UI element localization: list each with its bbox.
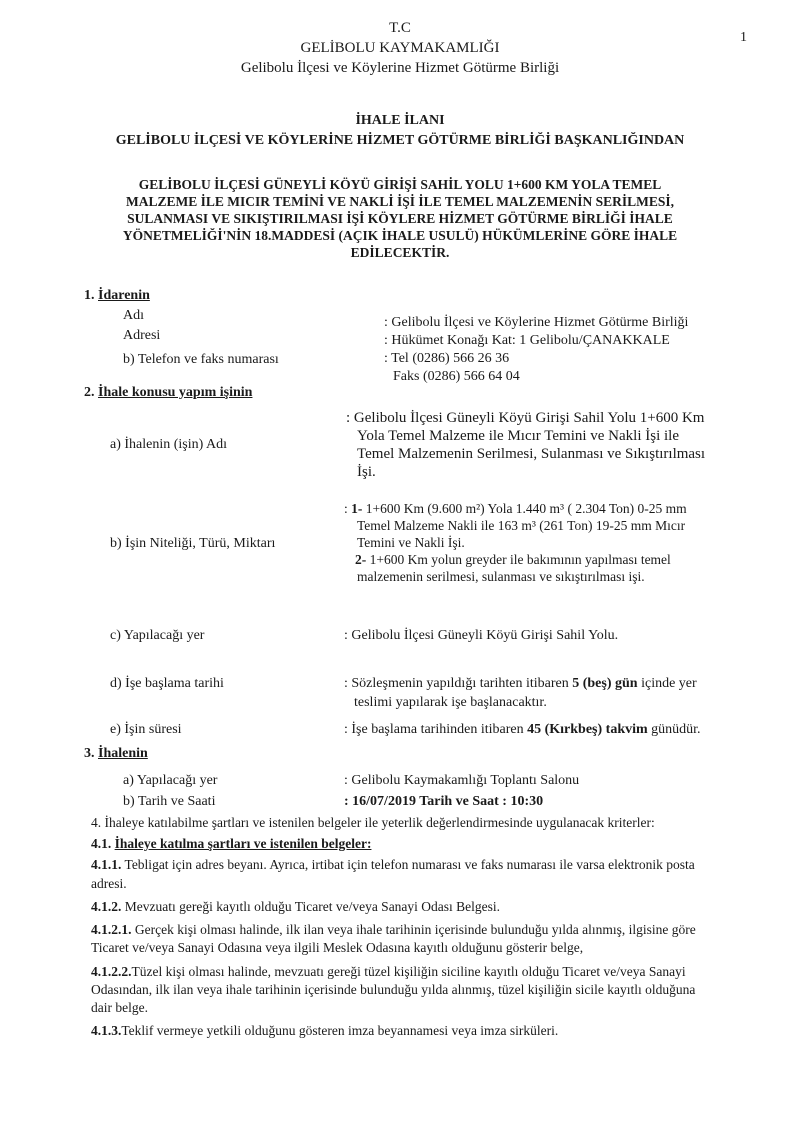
nitelik-item1-line: 1+600 Km (9.600 m²) Yola 1.440 m³ ( 2.304 Ton) 0-25 mm	[365, 501, 687, 516]
tarih-saat-value: : 16/07/2019 Tarih ve Saat : 10:30	[344, 794, 544, 809]
nitelik-item2-num: 2-	[355, 552, 367, 567]
section3-num: 3.	[84, 746, 95, 761]
yer-label: c) Yapılacağı yer	[110, 628, 205, 643]
p4122-line3: dair belge.	[91, 1000, 148, 1015]
office-title: GELİBOLU İLÇESİ VE KÖYLERİNE HİZMET GÖTÜRME BİRLİĞİ BAŞKANLIĞINDAN	[115, 133, 685, 148]
nitelik-label: b) İşin Niteliği, Türü, Miktarı	[110, 536, 276, 551]
nitelik-item2-line: 1+600 Km yolun greyder ile bakımının yapılması temel	[369, 552, 671, 567]
tarih-saat-label: b) Tarih ve Saati	[123, 794, 216, 809]
faks-value: Faks (0286) 566 64 04	[393, 369, 520, 384]
intro-line: MALZEME İLE MICIR TEMİNİ VE NAKLİ İŞİ İLE TEMEL MALZEMENİN SERİLMESİ,	[126, 194, 674, 209]
section2-heading	[84, 385, 252, 401]
baslama-value-line2: teslimi yapılarak işe başlanacaktır.	[354, 695, 547, 710]
toplanti-yer-label: a) Yapılacağı yer	[123, 773, 218, 788]
intro-line: GELİBOLU İLÇESİ GÜNEYLİ KÖYÜ GİRİŞİ SAHİL YOLU 1+600 KM YOLA TEMEL	[138, 177, 662, 192]
intro-line: SULANMASI VE SIKIŞTIRILMASI İŞİ KÖYLERE HİZMET GÖTÜRME BİRLİĞİ İHALE	[127, 211, 673, 226]
section3-heading	[84, 746, 148, 762]
baslama-label: d) İşe başlama tarihi	[110, 676, 224, 691]
p4122-line2: Odasından, ilk ilan veya ihale tarihinin içerisinde bulunduğu yılda alınmış, tüzel kişiliğin sicile kayıtlı olduğuna	[91, 982, 696, 997]
header-birlik: Gelibolu İlçesi ve Köylerine Hizmet Götürme Birliği	[240, 60, 560, 76]
baslama-value: : Sözleşmenin yapıldığı tarihten itibaren 5 (beş) gün içinde yer	[344, 676, 697, 691]
nitelik-item2-line: malzemenin serilmesi, sulanması ve sıkıştırılması işi.	[357, 569, 645, 584]
tel-value: : Tel (0286) 566 26 36	[384, 351, 510, 366]
adi-label: Adı	[123, 308, 144, 323]
section2-num: 2.	[84, 385, 95, 400]
sure-value: : İşe başlama tarihinden itibaren 45 (Kırkbeş) takvim günüdür.	[344, 722, 701, 737]
ihale-adi-line: Yola Temel Malzeme ile Mıcır Temini ve Nakli İşi ile	[357, 428, 680, 444]
intro-line: EDİLECEKTİR.	[350, 245, 450, 260]
sure-label: e) İşin süresi	[110, 722, 182, 737]
p4121-line2: Ticaret ve/veya Sanayi Odasına veya ilgili Meslek Odasına kayıtlı olduğunu gösterir belge,	[91, 940, 584, 955]
nitelik-item1-line: Temini ve Nakli İşi.	[357, 535, 465, 550]
p4121: 4.1.2.1. Gerçek kişi olması halinde, ilk ilan veya ihale tarihinin içerisinde bulunduğu yılda alınmış, ilgisine göre	[91, 922, 696, 937]
p413: 4.1.3.Teklif vermeye yetkili olduğunu gösteren imza beyannamesi veya imza sirküleri.	[91, 1023, 559, 1038]
notice-title: İHALE İLANI	[355, 113, 445, 128]
p412: 4.1.2. Mevzuatı gereği kayıtlı olduğu Ticaret ve/veya Sanayi Odası Belgesi.	[91, 899, 501, 914]
nitelik-item1-num: 1-	[351, 501, 363, 516]
nitelik-item2	[355, 552, 671, 568]
ihale-adi-label: a) İhalenin (işin) Adı	[110, 437, 228, 452]
section1-title: İdarenin	[98, 288, 150, 303]
ihale-adi-line: Temel Malzemenin Serilmesi, Sulanması ve Sıkıştırılması	[357, 446, 706, 462]
telefon-label: b) Telefon ve faks numarası	[123, 352, 279, 367]
toplanti-yer-value: : Gelibolu Kaymakamlığı Toplantı Salonu	[344, 773, 580, 788]
section4-heading: 4. İhaleye katılabilme şartları ve istenilen belgeler ile yeterlik değerlendirmesinde uygulanacak kriterler:	[91, 815, 655, 830]
section2-title: İhale konusu yapım işinin	[98, 385, 253, 400]
section1-num: 1.	[84, 288, 95, 303]
ihale-adi-line: İşi.	[357, 464, 376, 480]
ihale-adi-line: : Gelibolu İlçesi Güneyli Köyü Girişi Sahil Yolu 1+600 Km	[346, 410, 705, 426]
yer-value: : Gelibolu İlçesi Güneyli Köyü Girişi Sahil Yolu.	[344, 628, 619, 643]
baslama-gun: 5 (beş) gün	[572, 676, 638, 691]
header-kaymakamlik: GELİBOLU KAYMAKAMLIĞI	[300, 40, 500, 56]
adi-value: : Gelibolu İlçesi ve Köylerine Hizmet Götürme Birliği	[384, 315, 689, 330]
nitelik-item1: : 1- 1+600 Km (9.600 m²) Yola 1.440 m³ ( 2.304 Ton) 0-25 mm	[344, 501, 687, 516]
intro-line: YÖNETMELİĞİ'NİN 18.MADDESİ (AÇIK İHALE USULÜ) HÜKÜMLERİNE GÖRE İHALE	[122, 228, 678, 243]
adres-value: : Hükümet Konağı Kat: 1 Gelibolu/ÇANAKKALE	[384, 333, 670, 348]
header-tc: T.C	[389, 20, 411, 36]
section3-title: İhalenin	[98, 746, 148, 761]
p411-line2: adresi.	[91, 876, 127, 891]
section41-heading: 4.1. İhaleye katılma şartları ve istenilen belgeler:	[91, 836, 372, 851]
sure-gun: 45 (Kırkbeş) takvim	[527, 722, 648, 737]
page-number: 1	[740, 30, 747, 45]
section1-heading	[84, 288, 150, 304]
p4122: 4.1.2.2.Tüzel kişi olması halinde, mevzuatı gereği tüzel kişiliğin siciline kayıtlı olduğu Ticaret ve/veya Sanayi	[91, 964, 686, 979]
adresi-label: Adresi	[123, 328, 161, 343]
p411: 4.1.1. Tebligat için adres beyanı. Ayrıca, irtibat için telefon numarası ve faks numarası ile varsa elektronik posta	[91, 857, 695, 872]
nitelik-item1-line: Temel Malzeme Nakli ile 163 m³ (261 Ton) 19-25 mm Mıcır	[357, 518, 686, 533]
